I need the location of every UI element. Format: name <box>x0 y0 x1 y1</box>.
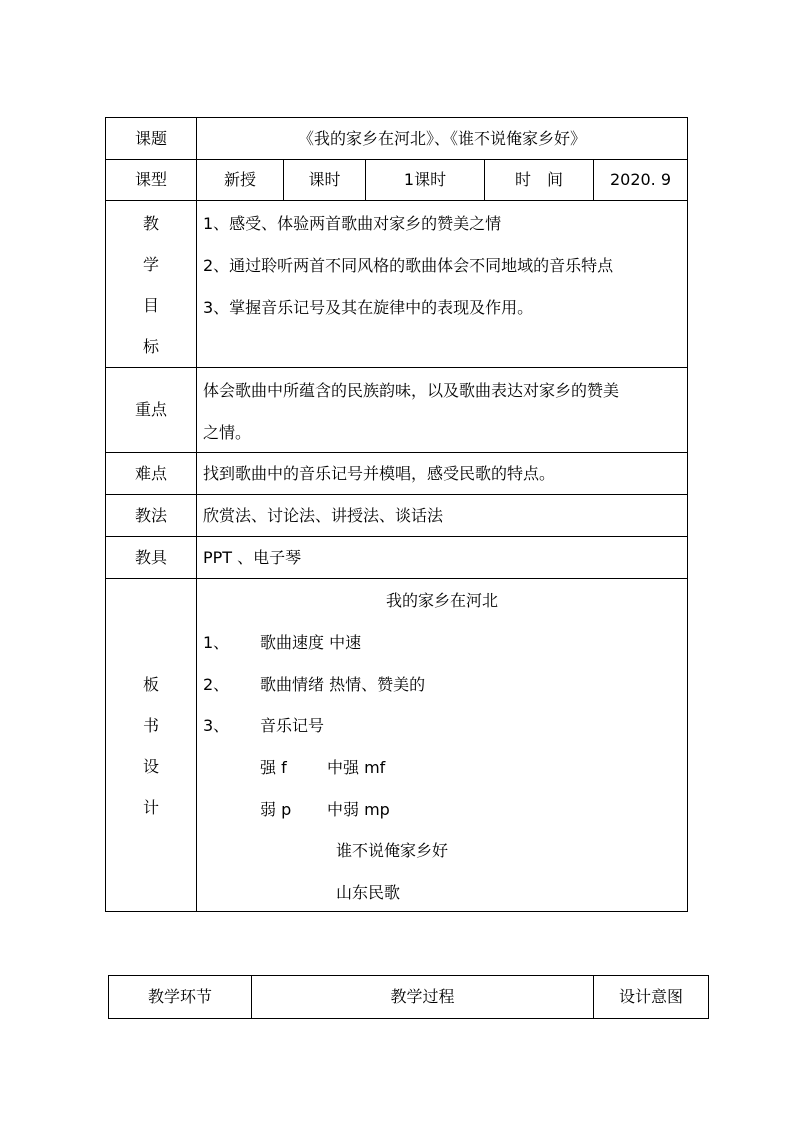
methods-label: 教法 <box>134 505 167 525</box>
board-mark: 中强 mf <box>327 758 386 777</box>
board-label-char: 板 <box>142 675 159 694</box>
board-song2-subtitle: 山东民歌 <box>336 883 401 902</box>
board-mark: 弱 p <box>260 800 292 819</box>
board-mark: 强 f <box>260 758 287 777</box>
key-points-line: 体会歌曲中所蕴含的民族韵味，以及歌曲表达对家乡的赞美 <box>203 381 620 400</box>
methods-value: 欣赏法、讨论法、讲授法、谈话法 <box>203 505 444 525</box>
type-label: 课型 <box>134 170 167 189</box>
process-col-intent: 设计意图 <box>618 987 683 1006</box>
board-item-text: 音乐记号 <box>260 716 325 735</box>
board-item-num: 1、 <box>203 633 230 652</box>
board-item-text: 歌曲速度 中速 <box>260 633 362 652</box>
objectives-label-char: 目 <box>142 296 159 315</box>
lesson-title: 《我的家乡在河北》、《谁不说俺家乡好》 <box>297 128 586 148</box>
difficulties-label: 难点 <box>134 463 167 483</box>
title-label: 课题 <box>134 128 167 148</box>
objectives-label <box>106 214 196 378</box>
hours-label: 课时 <box>308 170 341 189</box>
tools-value: PPT 、电子琴 <box>203 547 302 567</box>
objective-item: 2、通过聆听两首不同风格的歌曲体会不同地域的音乐特点 <box>203 256 614 275</box>
hours-value: 1课时 <box>403 170 447 189</box>
objective-item: 3、掌握音乐记号及其在旋律中的表现及作用。 <box>203 298 534 317</box>
key-points-label: 重点 <box>134 400 167 419</box>
difficulties-value: 找到歌曲中的音乐记号并模唱，感受民歌的特点。 <box>203 463 556 483</box>
board-label-char: 计 <box>142 798 159 817</box>
board-label-char: 设 <box>142 757 159 776</box>
key-points-line: 之情。 <box>203 423 252 442</box>
time-value: 2020. 9 <box>609 170 672 189</box>
time-label: 时 间 <box>514 170 563 189</box>
process-col-stage: 教学环节 <box>147 987 212 1006</box>
objectives-label-char: 标 <box>142 337 159 356</box>
board-song2-title: 谁不说俺家乡好 <box>336 841 449 860</box>
board-label <box>106 675 196 839</box>
objectives-label-char: 学 <box>142 255 159 274</box>
board-mark: 中弱 mp <box>327 800 390 819</box>
type-value: 新授 <box>223 170 256 189</box>
board-item-text: 歌曲情绪 热情、赞美的 <box>260 675 426 694</box>
board-label-char: 书 <box>142 716 159 735</box>
board-song1-title: 我的家乡在河北 <box>385 591 498 610</box>
board-item-num: 3、 <box>203 716 230 735</box>
objectives-label-char: 教 <box>142 214 159 233</box>
objective-item: 1、感受、体验两首歌曲对家乡的赞美之情 <box>203 214 502 233</box>
tools-label: 教具 <box>134 547 167 567</box>
process-col-process: 教学过程 <box>390 987 455 1006</box>
board-item-num: 2、 <box>203 675 230 694</box>
